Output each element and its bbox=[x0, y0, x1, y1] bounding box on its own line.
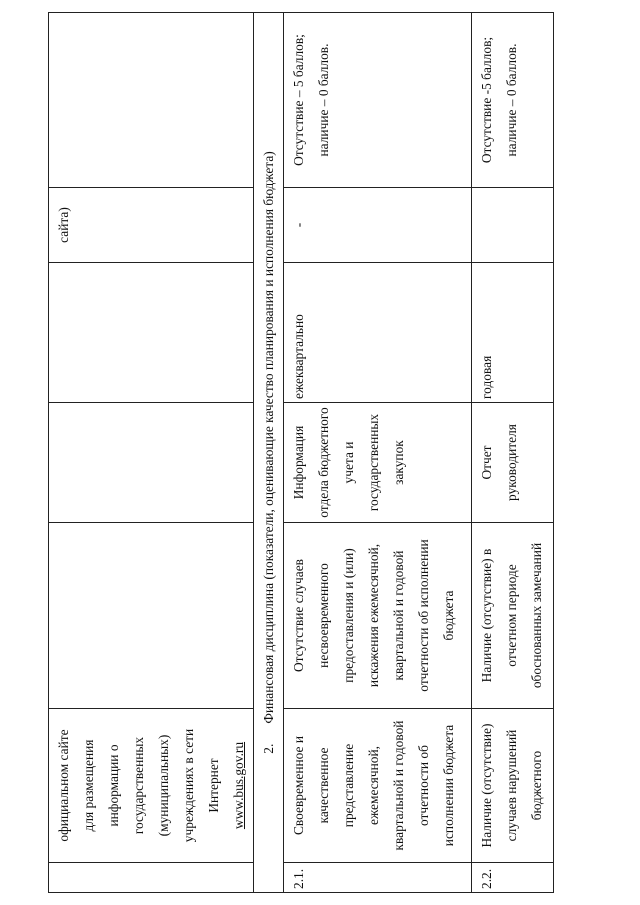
cell-source: Отчет руководителя bbox=[472, 403, 554, 523]
name-line-3: информации о bbox=[106, 744, 121, 827]
cell-threshold: - bbox=[284, 188, 472, 263]
cell-name: Своевременное и качественное представление ежемесячной, квартальной и годовой отчетности об исполнении бюджета bbox=[284, 709, 472, 863]
name-line-5: (муниципальных) bbox=[156, 734, 171, 837]
name-line-4: государственных bbox=[131, 736, 146, 835]
cell-name: Наличие (отсутствие) случаев нарушений бюджетного bbox=[472, 709, 554, 863]
cell-threshold: сайта) bbox=[49, 188, 254, 263]
section-row bbox=[254, 13, 284, 893]
section-heading bbox=[254, 13, 284, 893]
section-title: Финансовая дисциплина (показатели, оценивающие качество планирования и исполнения бюджета) bbox=[261, 151, 276, 724]
table-row-top bbox=[49, 13, 254, 893]
cell-num bbox=[49, 863, 254, 893]
cell-score: Отсутствие -5 баллов; наличие – 0 баллов. bbox=[472, 13, 554, 188]
name-line-1: официальном сайте bbox=[56, 729, 71, 842]
section-number: 2. bbox=[261, 743, 276, 754]
name-line-6: учреждениях в сети bbox=[181, 728, 196, 843]
cell-num: 2.1. bbox=[284, 863, 472, 893]
cell-threshold bbox=[472, 188, 554, 263]
table-row bbox=[284, 13, 472, 893]
cell-frequency bbox=[49, 263, 254, 403]
cell-source: Информация отдела бюджетного учета и государственных закупок bbox=[284, 403, 472, 523]
table-row bbox=[472, 13, 554, 893]
cell-frequency: ежеквартально bbox=[284, 263, 472, 403]
cell-score bbox=[49, 13, 254, 188]
cell-source bbox=[49, 403, 254, 523]
name-line-2: для размещения bbox=[81, 739, 96, 832]
name-line-7: Интернет bbox=[206, 758, 221, 813]
cell-description: Наличие (отсутствие) в отчетном периоде обоснованных замечаний bbox=[472, 523, 554, 709]
criteria-table bbox=[48, 12, 554, 893]
cell-frequency: годовая bbox=[472, 263, 554, 403]
site-link: www.bus.gov.ru bbox=[231, 741, 246, 830]
cell-num: 2.2. bbox=[472, 863, 554, 893]
cell-description: Отсутствие случаев несвоевременного предоставления и (или) искажения ежемесячной, квартальной и годовой отчетности об исполнении бюджета bbox=[284, 523, 472, 709]
cell-description bbox=[49, 523, 254, 709]
cell-score: Отсутствие – 5 баллов; наличие – 0 баллов. bbox=[284, 13, 472, 188]
rotated-page bbox=[48, 13, 558, 893]
cell-name bbox=[49, 709, 254, 863]
